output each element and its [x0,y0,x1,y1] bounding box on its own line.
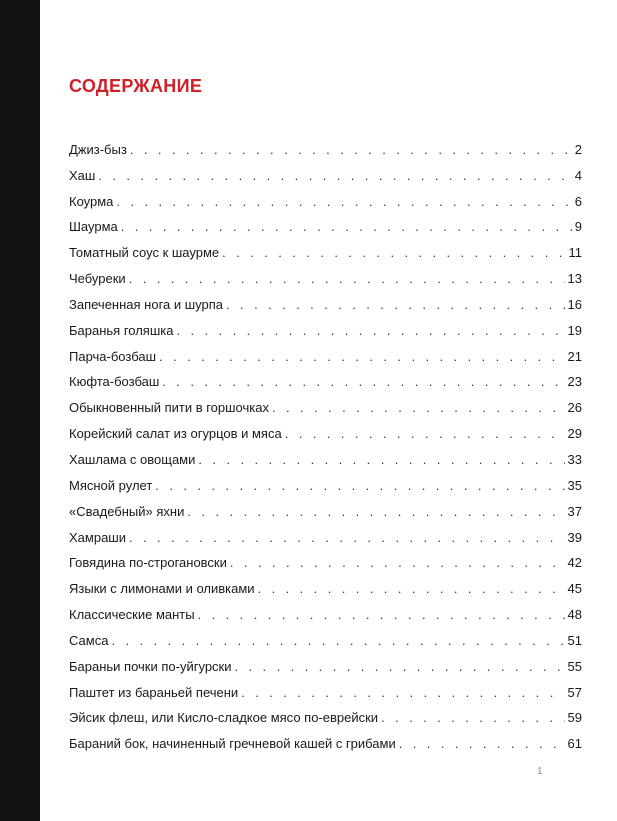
toc-entry-page: 4 [574,167,582,183]
toc-entry-title: Говядина по-строгановски [69,555,227,571]
toc-entry-page: 13 [567,271,582,287]
toc-entry-page: 29 [567,426,582,442]
toc-entry[interactable] [69,158,582,184]
toc-entry-title: Обыкновенный пити в горшочках [69,400,269,416]
page-number: 1 [537,766,543,777]
dot-leader [130,142,572,158]
toc-entry-page: 61 [567,736,582,752]
dot-leader [162,374,564,390]
dot-leader [121,219,572,235]
toc-entry-title: Шаурма [69,219,118,235]
toc-entry-page: 51 [567,632,582,648]
toc-entry-page: 16 [567,296,582,312]
toc-entry-title: Классические манты [69,607,195,623]
toc-entry-page: 45 [567,581,582,597]
toc-entry[interactable] [69,546,582,572]
toc-entry-page: 19 [567,322,582,338]
toc-entry-title: «Свадебный» яхни [69,503,185,519]
toc-entry-title: Языки с лимонами и оливками [69,581,255,597]
dot-leader [176,323,564,339]
toc-entry-title: Самса [69,632,109,648]
toc-entry-page: 59 [567,710,582,726]
toc-entry-page: 48 [567,607,582,623]
toc-entry[interactable] [69,210,582,236]
toc-entry[interactable] [69,468,582,494]
dot-leader [285,426,565,442]
toc-entry[interactable] [69,416,582,442]
toc-entry[interactable] [69,390,582,416]
toc-entry[interactable] [69,571,582,597]
table-of-contents [69,132,582,752]
dot-leader [159,349,565,365]
toc-entry-title: Парча-бозбаш [69,348,157,364]
dot-leader [198,607,565,623]
toc-entry-title: Корейский салат из огурцов и мяса [69,426,282,442]
toc-entry[interactable] [69,132,582,158]
toc-entry[interactable] [69,701,582,727]
toc-entry-page: 42 [567,555,582,571]
toc-entry[interactable] [69,623,582,649]
toc-entry-page: 39 [567,529,582,545]
toc-entry-title: Бараний бок, начиненный гречневой кашей с грибами [69,736,396,752]
toc-entry-title: Хашлама с овощами [69,451,196,467]
book-spine [0,0,40,821]
toc-entry-page: 35 [567,477,582,493]
toc-entry-title: Хаш [69,167,96,183]
toc-entry-title: Запеченная нога и шурпа [69,296,224,312]
toc-entry-page: 2 [574,141,582,157]
dot-leader [399,736,565,752]
dot-leader [226,297,565,313]
toc-entry[interactable] [69,520,582,546]
dot-leader [198,452,564,468]
toc-entry[interactable] [69,494,582,520]
dot-leader [272,400,565,416]
page-title: СОДЕРЖАНИЕ [69,76,203,96]
toc-entry-title: Кюфта-бозбаш [69,374,160,390]
toc-entry-title: Коурма [69,193,114,209]
toc-entry-page: 21 [567,348,582,364]
dot-leader [98,168,571,184]
toc-entry-page: 26 [567,400,582,416]
dot-leader [116,194,571,210]
toc-entry-page: 55 [567,658,582,674]
toc-entry-page: 37 [567,503,582,519]
toc-entry[interactable] [69,442,582,468]
toc-entry-title: Чебуреки [69,271,126,287]
toc-entry-page: 6 [574,193,582,209]
dot-leader [155,478,564,494]
toc-entry[interactable] [69,649,582,675]
toc-entry-title: Хамраши [69,529,126,545]
toc-entry[interactable] [69,235,582,261]
toc-entry-page: 57 [567,684,582,700]
toc-entry[interactable] [69,287,582,313]
dot-leader [381,710,564,726]
dot-leader [187,504,564,520]
toc-entry-page: 23 [567,374,582,390]
toc-entry-page: 33 [567,451,582,467]
toc-entry[interactable] [69,313,582,339]
toc-entry[interactable] [69,261,582,287]
dot-leader [241,685,564,701]
toc-entry-page: 11 [568,245,582,261]
toc-entry-title: Баранья голяшка [69,322,174,338]
toc-entry-title: Эйсик флеш, или Кисло-сладкое мясо по-еврейски [69,710,379,726]
toc-entry[interactable] [69,365,582,391]
toc-entry[interactable] [69,726,582,752]
toc-entry[interactable] [69,597,582,623]
dot-leader [222,245,565,261]
toc-entry-title: Паштет из бараньей печени [69,684,239,700]
toc-entry-title: Джиз-быз [69,141,127,157]
dot-leader [230,555,565,571]
dot-leader [129,271,565,287]
toc-entry[interactable] [69,675,582,701]
book-page [40,0,617,821]
toc-entry-title: Мясной рулет [69,477,153,493]
dot-leader [235,659,565,675]
dot-leader [111,633,564,649]
toc-entry[interactable] [69,339,582,365]
toc-entry[interactable] [69,184,582,210]
toc-entry-title: Бараньи почки по-уйгурски [69,658,232,674]
toc-entry-page: 9 [574,219,582,235]
dot-leader [258,581,565,597]
toc-entry-title: Томатный соус к шаурме [69,245,220,261]
dot-leader [129,530,565,546]
